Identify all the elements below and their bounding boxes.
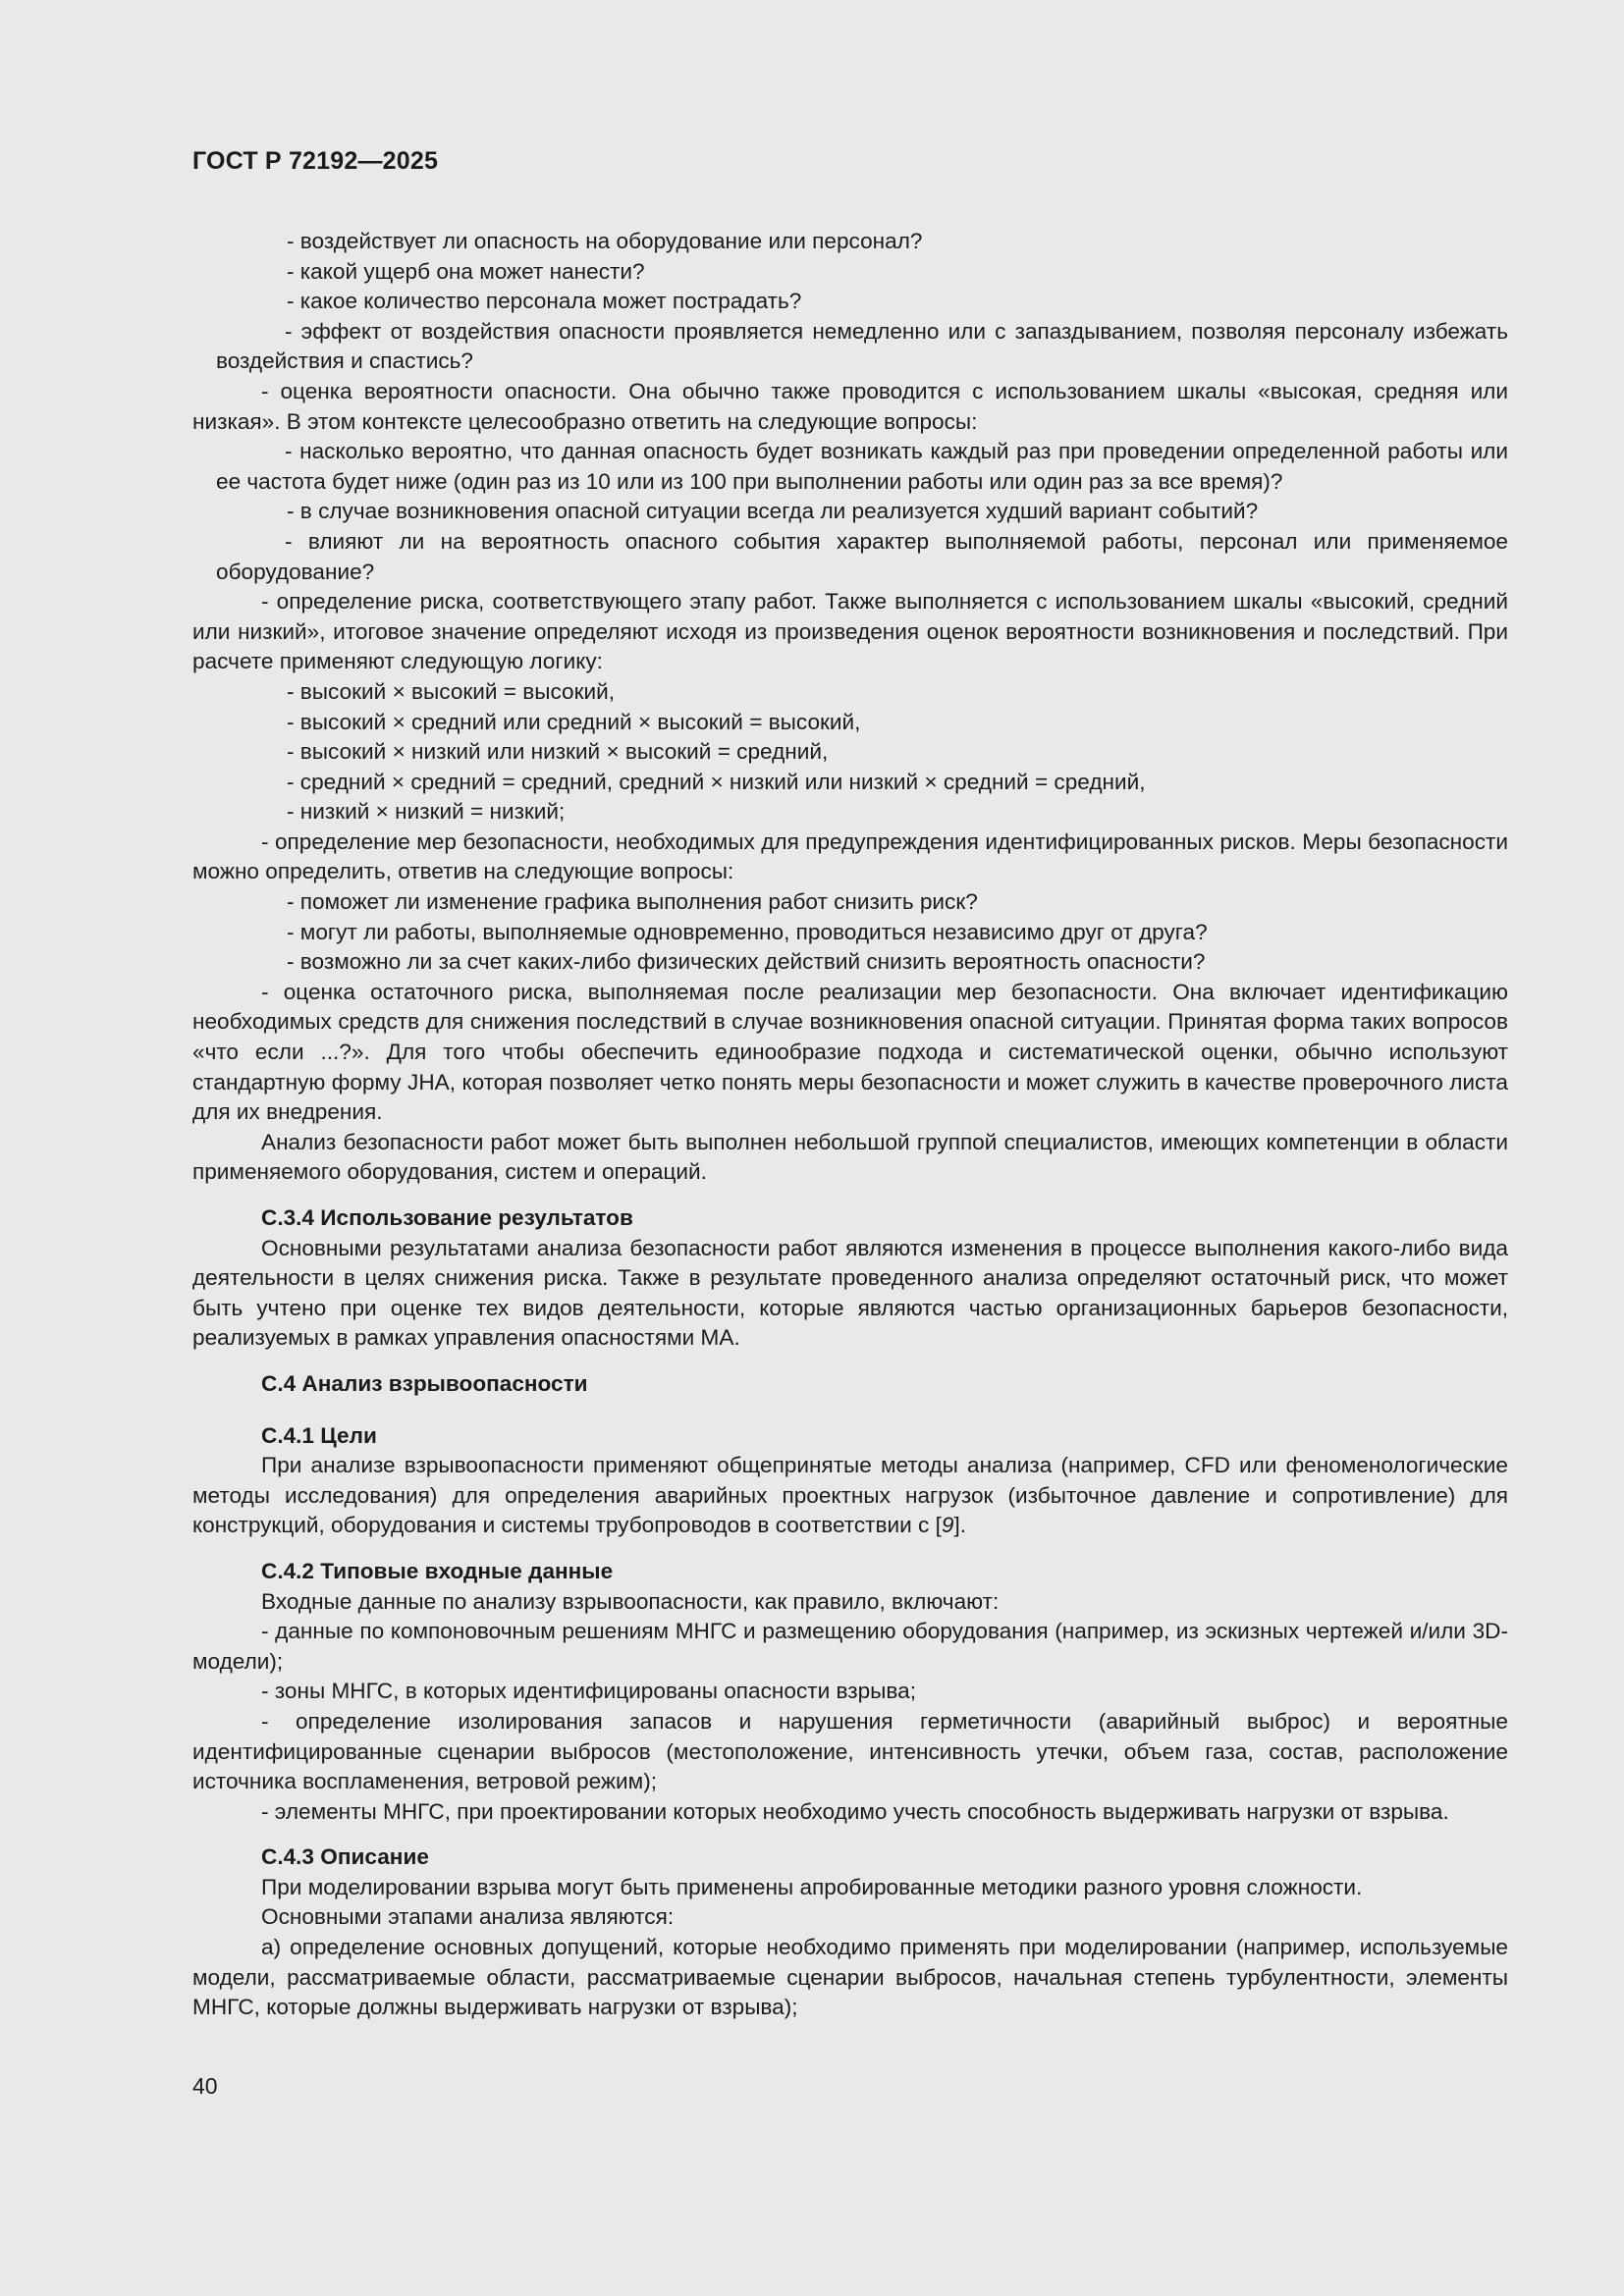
list-item: - элементы МНГС, при проектировании которых необходимо учесть способность выдерживать нагрузки от взрыва. [261, 1798, 1449, 1824]
list-item: - высокий × средний или средний × высокий = высокий, [287, 709, 861, 734]
list-item: - какое количество персонала может пострадать? [287, 289, 802, 314]
list-item: - зоны МНГС, в которых идентифицированы опасности взрыва; [261, 1679, 917, 1704]
section-heading: С.4.3 Описание [261, 1844, 429, 1870]
bibliography-reference: 9 [941, 1513, 954, 1538]
list-item: - насколько вероятно, что данная опасность будет возникать каждый раз при проведении определенной работы или ее частота будет ниже (один раз из 10 или из 100 при выполнении работы или один раз за все время)? [216, 439, 1508, 494]
paragraph [192, 1451, 1508, 1541]
list-item: - в случае возникновения опасной ситуации всегда ли реализуется худший вариант событий? [287, 499, 1259, 524]
paragraph: Анализ безопасности работ может быть выполнен небольшой группой специалистов, имеющих компетенции в области применяемого оборудования, систем и операций. [192, 1129, 1508, 1185]
list-item: - низкий × низкий = низкий; [287, 799, 566, 825]
list-item: - высокий × высокий = высокий, [287, 678, 616, 704]
list-item: а) определение основных допущений, которые необходимо применять при моделировании (например, используемые модели, рассматриваемые области, рассматриваемые сценарии выбросов, начальная степень турбулентности, элементы МНГС, которые должны выдерживать нагрузки от взрыва); [192, 1935, 1508, 2020]
section-heading: С.4.2 Типовые входные данные [261, 1558, 614, 1583]
list-item: - эффект от воздействия опасности проявляется немедленно или с запаздыванием, позволяя персоналу избежать воздействия и спастись? [216, 318, 1508, 374]
document-code: ГОСТ Р 72192—2025 [192, 147, 439, 175]
section-heading: С.3.4 Использование результатов [261, 1205, 633, 1230]
page-body [192, 227, 1508, 2023]
list-item: - какой ущерб она может нанести? [287, 258, 645, 284]
list-item: - влияют ли на вероятность опасного события характер выполняемой работы, персонал или применяемое оборудование? [216, 528, 1508, 584]
paragraph: Основными этапами анализа являются: [261, 1904, 675, 1930]
list-item: - оценка остаточного риска, выполняемая после реализации мер безопасности. Она включает идентификацию необходимых средств для снижения последствий в случае возникновения опасной ситуации. Принятая форма таких вопросов «что если ...?». Для того чтобы обеспечить единообразие подхода и систематической оценки, обычно используют стандартную форму JHA, которая позволяет четко понять меры безопасности и может служить в качестве проверочного листа для их внедрения. [192, 979, 1508, 1125]
paragraph: Основными результатами анализа безопасности работ являются изменения в процессе выполнения какого-либо вида деятельности в целях снижения риска. Также в результате проведенного анализа определяют остаточный риск, что может быть учтено при оценке тех видов деятельности, которые являются частью организационных барьеров безопасности, реализуемых в рамках управления опасностями МА. [192, 1235, 1508, 1351]
list-item: - определение изолирования запасов и нарушения герметичности (аварийный выброс) и вероятные идентифицированные сценарии выбросов (местоположение, интенсивность утечки, объем газа, состав, расположение источника воспламенения, ветровой режим); [192, 1708, 1508, 1794]
list-item: - воздействует ли опасность на оборудование или персонал? [287, 229, 923, 253]
list-item: - определение риска, соответствующего этапу работ. Также выполняется с использованием шкалы «высокий, средний или низкий», итоговое значение определяют исходя из произведения оценок вероятности возникновения и последствий. При расчете применяют следующую логику: [192, 589, 1508, 674]
paragraph: Входные данные по анализу взрывоопасности, как правило, включают: [261, 1588, 1000, 1614]
paragraph: При моделировании взрыва могут быть применены апробированные методики разного уровня сложности. [261, 1874, 1363, 1899]
list-item: - высокий × низкий или низкий × высокий = средний, [287, 739, 829, 765]
page-number: 40 [192, 2073, 218, 2099]
list-item: - возможно ли за счет каких-либо физических действий снизить вероятность опасности? [287, 949, 1206, 975]
list-item: - средний × средний = средний, средний × низкий или низкий × средний = средний, [287, 769, 1146, 794]
section-heading: С.4.1 Цели [261, 1422, 377, 1448]
list-item: - поможет ли изменение графика выполнения работ снизить риск? [287, 889, 978, 915]
paragraph-text: При анализе взрывоопасности применяют общепринятые методы анализа (например, CFD или феноменологические методы исследования) для определения аварийных проектных нагрузок (избыточное давление и сопротивление) для конструкций, оборудования и системы трубопроводов в соответствии с [ [192, 1453, 1508, 1538]
section-heading: С.4 Анализ взрывоопасности [261, 1370, 588, 1396]
list-item: - могут ли работы, выполняемые одновременно, проводиться независимо друг от друга? [287, 919, 1208, 944]
list-item: - оценка вероятности опасности. Она обычно также проводится с использованием шкалы «высокая, средняя или низкая». В этом контексте целесообразно ответить на следующие вопросы: [192, 378, 1508, 434]
list-item: - определение мер безопасности, необходимых для предупреждения идентифицированных рисков. Меры безопасности можно определить, ответив на следующие вопросы: [192, 828, 1508, 884]
paragraph-text: ]. [953, 1513, 967, 1538]
list-item: - данные по компоновочным решениям МНГС и размещению оборудования (например, из эскизных чертежей и/или 3D-модели); [192, 1619, 1508, 1674]
